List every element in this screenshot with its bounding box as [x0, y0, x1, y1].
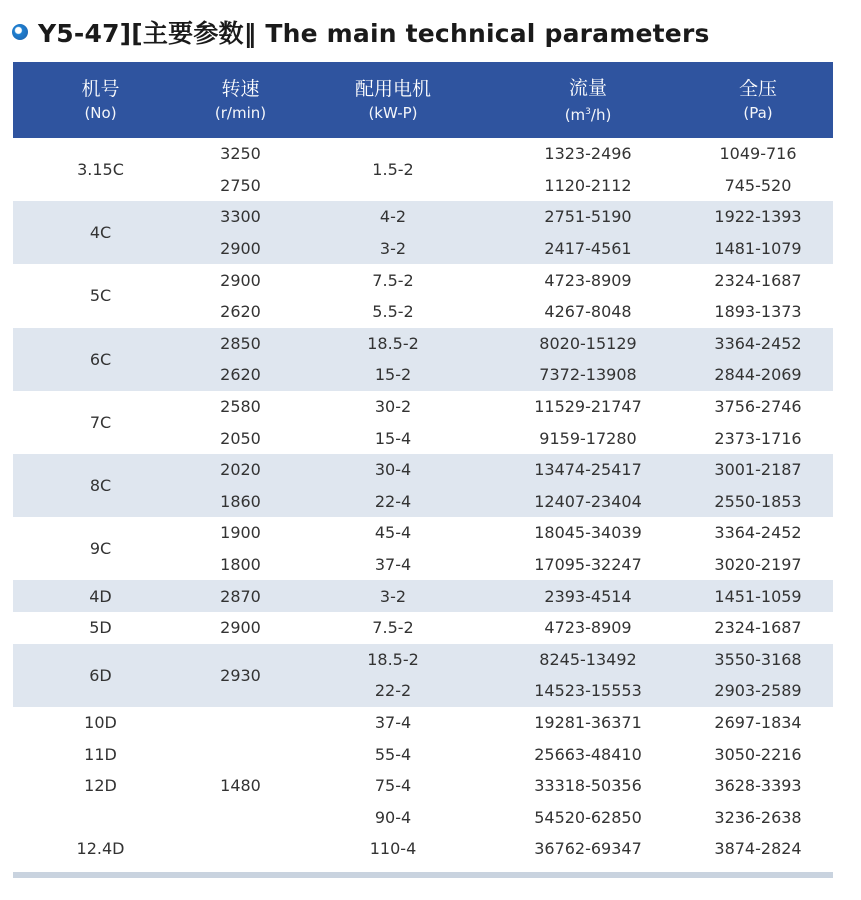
table-header-row: [13, 62, 833, 138]
table-row: [13, 612, 833, 644]
table-row: [13, 201, 833, 233]
cell-speed: 2580: [188, 391, 293, 423]
cell-flow: 2393-4514: [493, 580, 683, 612]
cell-motor: 110-4: [293, 833, 493, 865]
cell-flow: 2417-4561: [493, 233, 683, 265]
cell-speed: 2900: [188, 233, 293, 265]
cell-motor: 7.5-2: [293, 264, 493, 296]
cell-speed: 2930: [188, 644, 293, 707]
cell-motor: 30-2: [293, 391, 493, 423]
cell-pressure: 1893-1373: [683, 296, 833, 328]
table-row: [13, 707, 833, 739]
cell-flow: 8020-15129: [493, 328, 683, 360]
cell-pressure: 2550-1853: [683, 486, 833, 518]
cell-model: 10D: [13, 707, 188, 739]
cell-model: 4C: [13, 201, 188, 264]
cell-motor: 15-4: [293, 422, 493, 454]
cell-motor: 4-2: [293, 201, 493, 233]
cell-flow: 7372-13908: [493, 359, 683, 391]
cell-pressure: 3756-2746: [683, 391, 833, 423]
table-row: [13, 801, 833, 833]
cell-motor: 37-4: [293, 549, 493, 581]
table-bottom-bar: [13, 872, 833, 878]
header-label: 配用电机: [354, 78, 431, 100]
cell-flow: 1120-2112: [493, 170, 683, 202]
parameters-table: [13, 62, 833, 865]
cell-model: 3.15C: [13, 138, 188, 201]
cell-speed: 2900: [188, 612, 293, 644]
cell-pressure: 3050-2216: [683, 738, 833, 770]
table-row: [13, 580, 833, 612]
title-text: Y5-47][主要参数‖ The main technical parameters: [38, 19, 710, 48]
cell-motor: 22-4: [293, 486, 493, 518]
header-pressure: [683, 62, 833, 138]
cell-flow: 11529-21747: [493, 391, 683, 423]
header-unit: (kW-P): [368, 104, 418, 122]
unit-part: /h): [590, 105, 612, 124]
cell-flow: 18045-34039: [493, 517, 683, 549]
table-row: [13, 391, 833, 423]
cell-pressure: 2697-1834: [683, 707, 833, 739]
cell-pressure: 3628-3393: [683, 770, 833, 802]
cell-motor: 18.5-2: [293, 644, 493, 676]
cell-speed: 2870: [188, 580, 293, 612]
header-label: 流量: [568, 76, 607, 99]
cell-pressure: 3020-2197: [683, 549, 833, 581]
table-row: [13, 264, 833, 296]
cell-flow: 12407-23404: [493, 486, 683, 518]
cell-model: [13, 801, 188, 833]
cell-motor: 22-2: [293, 675, 493, 707]
cell-speed: 2620: [188, 359, 293, 391]
cell-pressure: 3001-2187: [683, 454, 833, 486]
cell-flow: 19281-36371: [493, 707, 683, 739]
table-row: [13, 770, 833, 802]
cell-flow: 13474-25417: [493, 454, 683, 486]
header-flow: [493, 62, 683, 138]
cell-flow: 25663-48410: [493, 738, 683, 770]
cell-speed: 2020: [188, 454, 293, 486]
cell-model: 11D: [13, 738, 188, 770]
header-model-no: [13, 62, 188, 138]
cell-speed: 1860: [188, 486, 293, 518]
cell-pressure: 3364-2452: [683, 517, 833, 549]
cell-speed: 1480: [188, 707, 293, 865]
page-title: [12, 12, 852, 52]
header-speed: [188, 62, 293, 138]
cell-model: 7C: [13, 391, 188, 454]
header-label: 转速: [221, 78, 260, 100]
table-row: [13, 517, 833, 549]
table-row: [13, 328, 833, 360]
unit-superscript: 3: [585, 106, 591, 117]
header-label: 机号: [81, 78, 120, 100]
cell-motor: 3-2: [293, 233, 493, 265]
cell-flow: 8245-13492: [493, 644, 683, 676]
cell-speed: 2750: [188, 170, 293, 202]
cell-flow: 4267-8048: [493, 296, 683, 328]
header-unit: (r/min): [214, 104, 267, 122]
cell-model: 12D: [13, 770, 188, 802]
cell-flow: 33318-50356: [493, 770, 683, 802]
cell-motor: 18.5-2: [293, 328, 493, 360]
cell-motor: 45-4: [293, 517, 493, 549]
cell-pressure: 3364-2452: [683, 328, 833, 360]
cell-model: 6D: [13, 644, 188, 707]
cell-pressure: 1451-1059: [683, 580, 833, 612]
cell-flow: 9159-17280: [493, 422, 683, 454]
unit-part: (m: [564, 105, 586, 124]
table-row: [13, 833, 833, 865]
cell-pressure: 1481-1079: [683, 233, 833, 265]
cell-motor: 5.5-2: [293, 296, 493, 328]
header-unit: (Pa): [743, 104, 773, 122]
cell-pressure: 3874-2824: [683, 833, 833, 865]
cell-motor: 7.5-2: [293, 612, 493, 644]
header-label: 全压: [738, 78, 777, 100]
cell-motor: 37-4: [293, 707, 493, 739]
cell-pressure: 3550-3168: [683, 644, 833, 676]
table-row: [13, 644, 833, 676]
cell-speed: 2050: [188, 422, 293, 454]
cell-flow: 1323-2496: [493, 138, 683, 170]
table-row: [13, 738, 833, 770]
table-row: [13, 138, 833, 170]
cell-motor: 30-4: [293, 454, 493, 486]
header-unit: (No): [84, 104, 117, 122]
cell-flow: 4723-8909: [493, 612, 683, 644]
cell-speed: 1900: [188, 517, 293, 549]
bullet-circle-icon: [12, 24, 28, 40]
cell-pressure: 2903-2589: [683, 675, 833, 707]
cell-model: 5D: [13, 612, 188, 644]
cell-flow: 2751-5190: [493, 201, 683, 233]
cell-motor: 90-4: [293, 801, 493, 833]
cell-model: 5C: [13, 264, 188, 327]
cell-model: 8C: [13, 454, 188, 517]
cell-model: 9C: [13, 517, 188, 580]
cell-pressure: 745-520: [683, 170, 833, 202]
cell-flow: 17095-32247: [493, 549, 683, 581]
cell-flow: 36762-69347: [493, 833, 683, 865]
cell-pressure: 1049-716: [683, 138, 833, 170]
cell-motor: 1.5-2: [293, 138, 493, 201]
cell-speed: 3300: [188, 201, 293, 233]
header-unit: [493, 101, 683, 126]
cell-flow: 54520-62850: [493, 801, 683, 833]
cell-pressure: 2324-1687: [683, 612, 833, 644]
cell-model: 12.4D: [13, 833, 188, 865]
cell-model: 4D: [13, 580, 188, 612]
cell-speed: 3250: [188, 138, 293, 170]
cell-motor: 15-2: [293, 359, 493, 391]
cell-pressure: 2844-2069: [683, 359, 833, 391]
cell-pressure: 3236-2638: [683, 801, 833, 833]
cell-motor: 75-4: [293, 770, 493, 802]
cell-speed: 2620: [188, 296, 293, 328]
header-motor: [293, 62, 493, 138]
cell-model: 6C: [13, 328, 188, 391]
cell-flow: 4723-8909: [493, 264, 683, 296]
table-row: [13, 454, 833, 486]
cell-speed: 2850: [188, 328, 293, 360]
cell-speed: 2900: [188, 264, 293, 296]
cell-motor: 3-2: [293, 580, 493, 612]
cell-speed: 1800: [188, 549, 293, 581]
cell-pressure: 1922-1393: [683, 201, 833, 233]
cell-flow: 14523-15553: [493, 675, 683, 707]
cell-pressure: 2324-1687: [683, 264, 833, 296]
cell-pressure: 2373-1716: [683, 422, 833, 454]
cell-motor: 55-4: [293, 738, 493, 770]
